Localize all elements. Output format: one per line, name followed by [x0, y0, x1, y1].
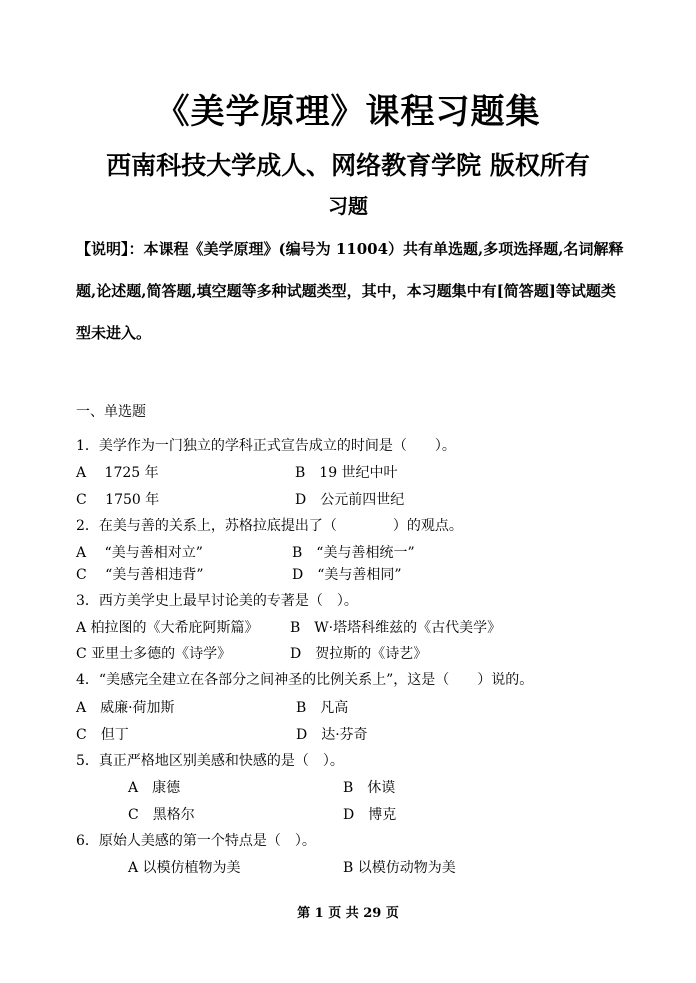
document-title: 《美学原理》课程习题集 — [155, 92, 541, 132]
q2-option-d: D “美与善相同” — [292, 567, 402, 583]
q3-option-d: D 贺拉斯的《诗艺》 — [290, 646, 428, 662]
q5-option-d: D 博克 — [343, 807, 397, 823]
q2-option-b: B “美与善相统一” — [292, 545, 415, 561]
instruction-note: 【说明】：本课程《美学原理》(编号为 11004）共有单选题,多项选择题,名词解释题,论述题,简答题,填空题等多种试题类型，其中，本习题集中有[简答题]等试题类型未进入。 — [76, 240, 624, 342]
q1-option-c: C 1750 年 — [76, 492, 160, 508]
q6-option-b: B 以模仿动物为美 — [343, 860, 456, 876]
q1-option-d: D 公元前四世纪 — [295, 492, 405, 508]
question-4: 4．“美感完全建立在各部分之间神圣的比例关系上”，这是（ ）说的。 — [76, 672, 534, 688]
section-title: 一、单选题 — [76, 404, 146, 420]
q3-option-a: A 柏拉图的《大希庇阿斯篇》 — [76, 620, 259, 636]
q4-option-b: B 凡高 — [296, 700, 349, 716]
question-5: 5．真正严格地区别美感和快感的是（ ）。 — [76, 753, 344, 769]
q5-option-a: A 康德 — [128, 780, 181, 796]
q1-option-b: B 19 世纪中叶 — [295, 465, 398, 481]
q3-option-c: C 亚里士多德的《诗学》 — [76, 646, 232, 662]
section-heading: 习题 — [328, 194, 368, 218]
q1-option-a: A 1725 年 — [76, 465, 159, 481]
q2-option-a: A “美与善相对立” — [76, 545, 203, 561]
q5-option-c: C 黑格尔 — [128, 807, 195, 823]
q4-option-d: D 达·芬奇 — [296, 727, 368, 743]
q6-option-a: A 以模仿植物为美 — [128, 860, 241, 876]
q4-option-a: A 威廉·荷加斯 — [76, 700, 175, 716]
q5-option-b: B 休谟 — [343, 780, 396, 796]
q2-option-c: C “美与善相违背” — [76, 567, 204, 583]
q4-option-c: C 但丁 — [76, 727, 129, 743]
page-footer: 第 1 页 共 29 页 — [297, 906, 399, 921]
question-3: 3．西方美学史上最早讨论美的专著是（ ）。 — [76, 593, 358, 609]
question-1: 1．美学作为一门独立的学科正式宣告成立的时间是（ ）。 — [76, 438, 456, 454]
question-6: 6．原始人美感的第一个特点是（ ）。 — [76, 833, 316, 849]
document-subtitle: 西南科技大学成人、网络教育学院 版权所有 — [106, 151, 590, 180]
question-2: 2．在美与善的关系上，苏格拉底提出了（ ）的观点。 — [76, 518, 463, 534]
q3-option-b: B W·塔塔科维兹的《古代美学》 — [290, 620, 502, 636]
